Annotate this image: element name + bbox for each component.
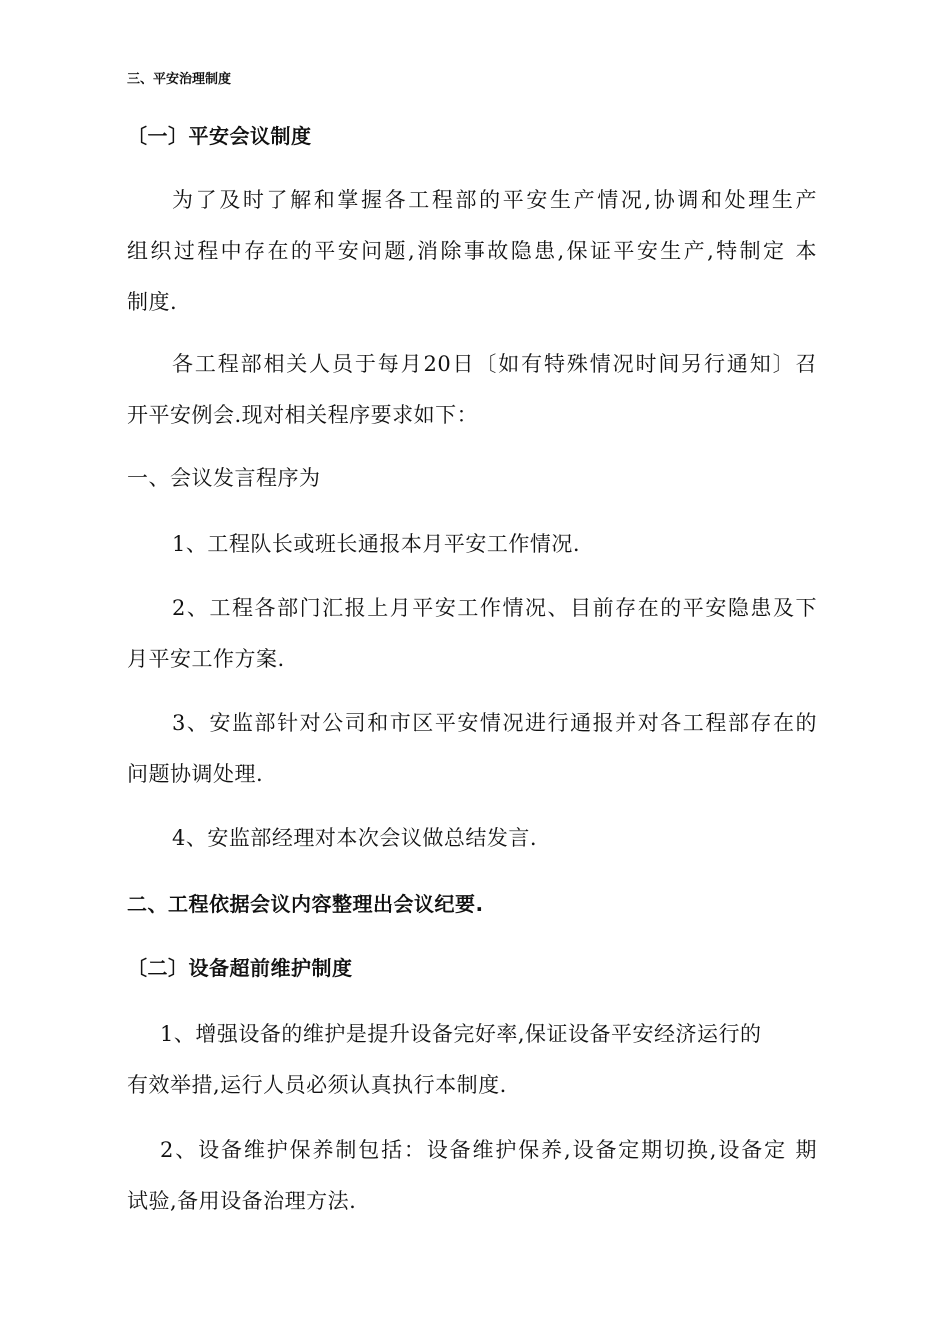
paragraph-1-line-2: 组织过程中存在的平安问题,消除事故隐患,保证平安生产,特制定 本 — [127, 239, 817, 263]
section-title: 三、平安治理制度 — [127, 72, 232, 87]
equipment-item-1-line-2: 有效举措,运行人员必须认真执行本制度. — [127, 1073, 507, 1097]
heading-meeting-minutes: 二、工程依据会议内容整理出会议纪要. — [127, 892, 484, 916]
list-item-1: 1、工程队长或班长通报本月平安工作情况. — [172, 532, 581, 556]
subsection-title-meeting: 〔一〕平安会议制度 — [127, 124, 312, 148]
list-item-3-line-1: 3、安监部针对公司和市区平安情况进行通报并对各工程部存在的 — [172, 711, 817, 735]
list-item-4: 4、安监部经理对本次会议做总结发言. — [172, 826, 538, 850]
paragraph-1-line-3: 制度. — [127, 290, 178, 314]
list-heading: 一、会议发言程序为 — [127, 466, 321, 490]
paragraph-1-line-1: 为了及时了解和掌握各工程部的平安生产情况,协调和处理生产 — [172, 188, 817, 212]
paragraph-2-line-1: 各工程部相关人员于每月20日〔如有特殊情况时间另行通知〕召 — [172, 352, 817, 376]
equipment-item-2-line-1: 2、设备维护保养制包括：设备维护保养,设备定期切换,设备定 期 — [160, 1138, 817, 1162]
paragraph-2-line-2: 开平安例会.现对相关程序要求如下： — [127, 403, 479, 427]
equipment-item-1-line-1: 1、增强设备的维护是提升设备完好率,保证设备平安经济运行的 — [160, 1022, 762, 1046]
subsection-title-equipment: 〔二〕设备超前维护制度 — [127, 956, 353, 980]
list-item-2-line-1: 2、工程各部门汇报上月平安工作情况、目前存在的平安隐患及下 — [172, 596, 817, 620]
list-item-3-line-2: 问题协调处理. — [127, 762, 264, 786]
equipment-item-2-line-2: 试验,备用设备治理方法. — [127, 1189, 357, 1213]
list-item-2-line-2: 月平安工作方案. — [127, 647, 285, 671]
